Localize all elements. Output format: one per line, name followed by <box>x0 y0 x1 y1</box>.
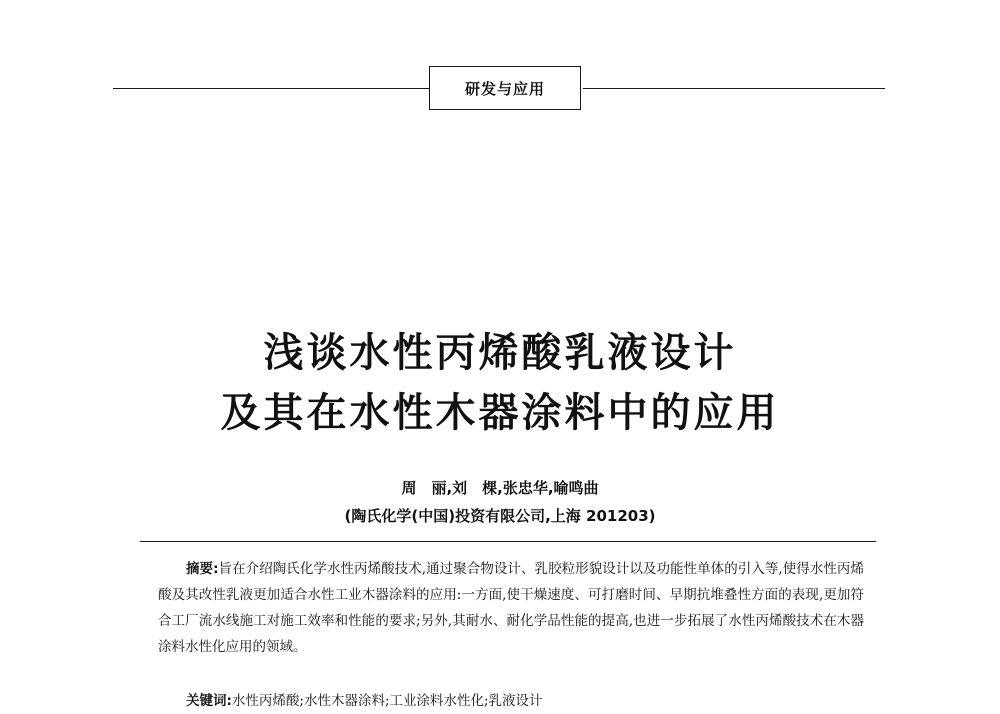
abstract-divider <box>140 541 876 542</box>
abstract <box>158 556 864 660</box>
paper-title-line-2: 及其在水性木器涂料中的应用 <box>220 389 780 436</box>
abstract-label: 摘要: <box>186 561 219 577</box>
authors: 周 丽,刘 棵,张忠华,喻鸣曲 <box>401 479 599 497</box>
section-label: 研发与应用 <box>429 66 581 110</box>
header-rule-left <box>113 88 430 89</box>
affiliation: (陶氏化学(中国)投资有限公司,上海 201203) <box>344 507 656 525</box>
keywords-text: 水性丙烯酸;水性木器涂料;工业涂料水性化;乳液设计 <box>231 693 543 709</box>
header-rule-right <box>583 88 885 89</box>
keywords-label: 关键词: <box>186 693 232 709</box>
paper-title-line-1: 浅谈水性丙烯酸乳液设计 <box>263 329 737 376</box>
abstract-text: 旨在介绍陶氏化学水性丙烯酸技术,通过聚合物设计、乳胶粒形貌设计以及功能性单体的引入等,使得水性丙烯酸及其改性乳液更加适合水性工业木器涂料的应用:一方面,使干燥速度、可打磨时间、早期抗堆叠性方面的表现,更加符合工厂流水线施工对施工效率和性能的要求;另外,其耐水、耐化学品性能的提高,也进一步拓展了水性丙烯酸技术在木器涂料水性化应用的领域。 <box>158 561 864 655</box>
keywords <box>186 688 866 714</box>
